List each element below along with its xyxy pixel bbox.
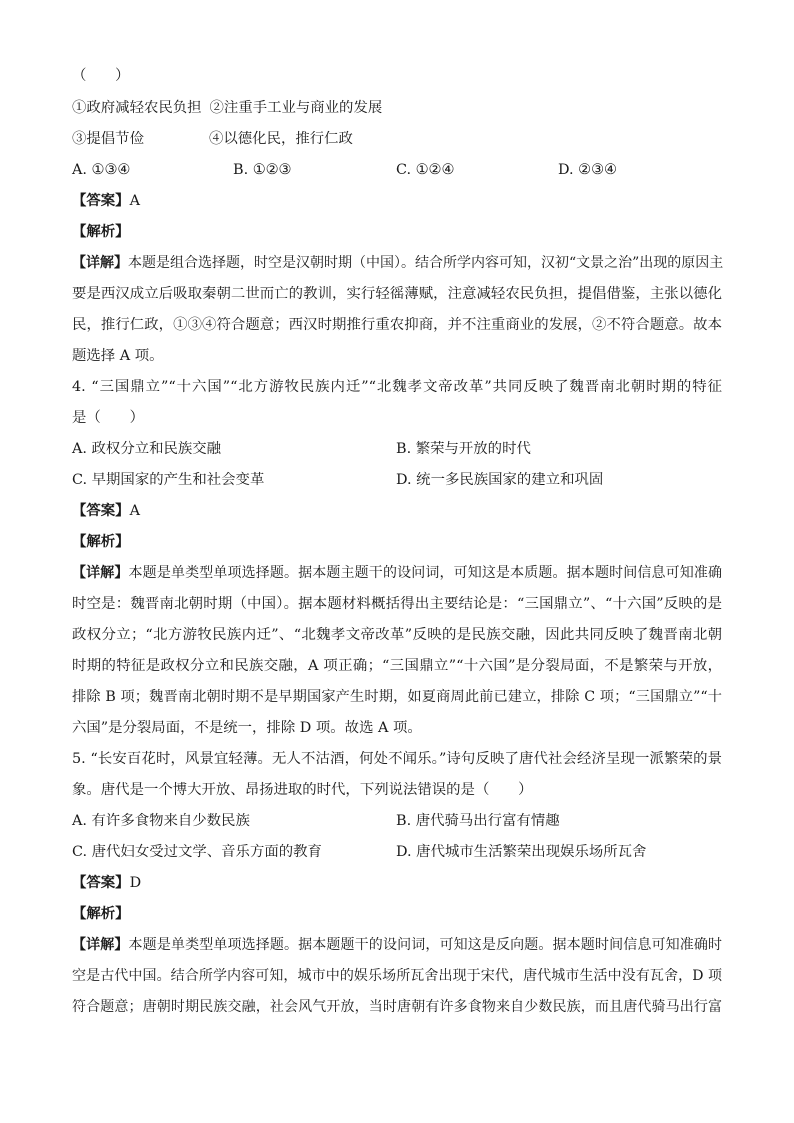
q5-detail-line-3: 符合题意；唐朝时期民族交融，社会风气开放，当时唐朝有许多食物来自少数民族，而且唐代骑马出行富 <box>72 999 722 1015</box>
q3-option-c: C. ①②④ <box>396 162 455 178</box>
q3-option-b: B. ①②③ <box>233 162 292 178</box>
q5-answer <box>72 873 722 893</box>
analysis-tag: 【解析】 <box>72 533 130 550</box>
q4-detail-line-1 <box>72 563 722 583</box>
answer-value: D <box>129 875 142 891</box>
q5-detail-line-1 <box>72 935 722 955</box>
q4-stem-line-1: 4. “三国鼎立”“十六国”“北方游牧民族内迁”“北魏孝文帝改革”共同反映了魏晋南北朝时期的特征 <box>72 379 722 395</box>
q3-option-a: A. ①③④ <box>72 162 131 178</box>
q3-analysis <box>72 222 722 242</box>
q3-items-row-1 <box>72 98 722 118</box>
q3-option-d: D. ②③④ <box>558 162 617 178</box>
q3-detail-line-3: 民，推行仁政，①③④符合题意；西汉时期推行重农抑商，并不注重商业的发展，②不符合题意。故本 <box>72 317 722 333</box>
answer-tag: 【答案】 <box>72 502 130 519</box>
q5-stem-line-2: 象。唐代是一个博大开放、昂扬进取的时代，下列说法错误的是（ ） <box>72 782 533 798</box>
q4-option-d: D. 统一多民族国家的建立和巩固 <box>396 472 604 488</box>
q4-stem-line-2: 是（ ） <box>72 410 144 426</box>
q4-answer <box>72 501 722 521</box>
q3-item-2: ②注重手工业与商业的发展 <box>209 100 383 116</box>
q3-detail-line-2: 要是西汉成立后吸取秦朝二世而亡的教训，实行轻徭薄赋，注意减轻农民负担，提倡借鉴，主张以德化 <box>72 286 722 302</box>
detail-tag: 【详解】 <box>72 937 129 953</box>
q5-option-d: D. 唐代城市生活繁荣出现娱乐场所瓦舍 <box>396 844 647 860</box>
q5-option-b: B. 唐代骑马出行富有情趣 <box>396 813 560 829</box>
q3-item-4: ④以德化民，推行仁政 <box>209 131 353 147</box>
q4-detail-line-2: 时空是：魏晋南北朝时期（中国）。据本题材料概括得出主要结论是：“三国鼎立”、“十六国”反映的是 <box>72 596 722 612</box>
q5-option-c: C. 唐代妇女受过文学、音乐方面的教育 <box>72 844 322 860</box>
detail-tag: 【详解】 <box>72 255 128 271</box>
q4-detail-line-5: 排除 B 项；魏晋南北朝时期不是早期国家产生时期，如夏商周此前已建立，排除 C 项；“三国鼎立”“十 <box>72 689 722 705</box>
detail-tag: 【详解】 <box>72 565 129 581</box>
answer-tag: 【答案】 <box>72 192 130 209</box>
answer-value: A <box>129 503 140 519</box>
q3-detail-line-4: 题选择 A 项。 <box>72 348 164 364</box>
q3-stem-end: （ ） <box>72 68 130 84</box>
detail-text: 本题是组合选择题，时空是汉朝时期（中国）。结合所学内容可知，汉初“文景之治”出现的原因主 <box>128 255 724 271</box>
q3-item-3: ③提倡节俭 <box>72 131 144 147</box>
q5-detail-line-2: 空是古代中国。结合所学内容可知，城市中的娱乐场所瓦舍出现于宋代，唐代城市生活中没有瓦舍，D 项 <box>72 968 722 984</box>
answer-tag: 【答案】 <box>72 874 130 891</box>
q5-analysis <box>72 904 722 924</box>
q5-stem-line-1: 5. “长安百花时，风景宜轻薄。无人不沽酒，何处不闻乐。”诗句反映了唐代社会经济呈现一派繁荣的景 <box>72 751 722 767</box>
q4-detail-line-6: 六国”是分裂局面，不是统一，排除 D 项。故选 A 项。 <box>72 720 422 736</box>
q5-option-a: A. 有许多食物来自少数民族 <box>72 813 250 829</box>
q4-option-b: B. 繁荣与开放的时代 <box>396 441 531 457</box>
q4-detail-line-4: 时期的特征是政权分立和民族交融，A 项正确；“三国鼎立”“十六国”是分裂局面，不是繁荣与开放， <box>72 658 722 674</box>
detail-text: 本题是单类型单项选择题。据本题主题干的设问词，可知这是本质题。据本题时间信息可知准确 <box>128 565 723 581</box>
q3-answer <box>72 191 722 211</box>
q4-option-c: C. 早期国家的产生和社会变革 <box>72 472 265 488</box>
detail-text: 本题是单类型单项选择题。据本题题干的设问词，可知这是反向题。据本题时间信息可知准确时 <box>128 937 723 953</box>
q4-option-a: A. 政权分立和民族交融 <box>72 441 222 457</box>
q3-item-1: ①政府减轻农民负担 <box>72 100 202 116</box>
analysis-tag: 【解析】 <box>72 223 130 240</box>
q4-detail-line-3: 政权分立；“北方游牧民族内迁”、“北魏孝文帝改革”反映的是民族交融，因此共同反映了魏晋南北朝 <box>72 627 722 643</box>
q4-analysis <box>72 532 722 552</box>
answer-value: A <box>129 193 140 209</box>
q3-detail-line-1 <box>72 253 722 273</box>
analysis-tag: 【解析】 <box>72 905 130 922</box>
